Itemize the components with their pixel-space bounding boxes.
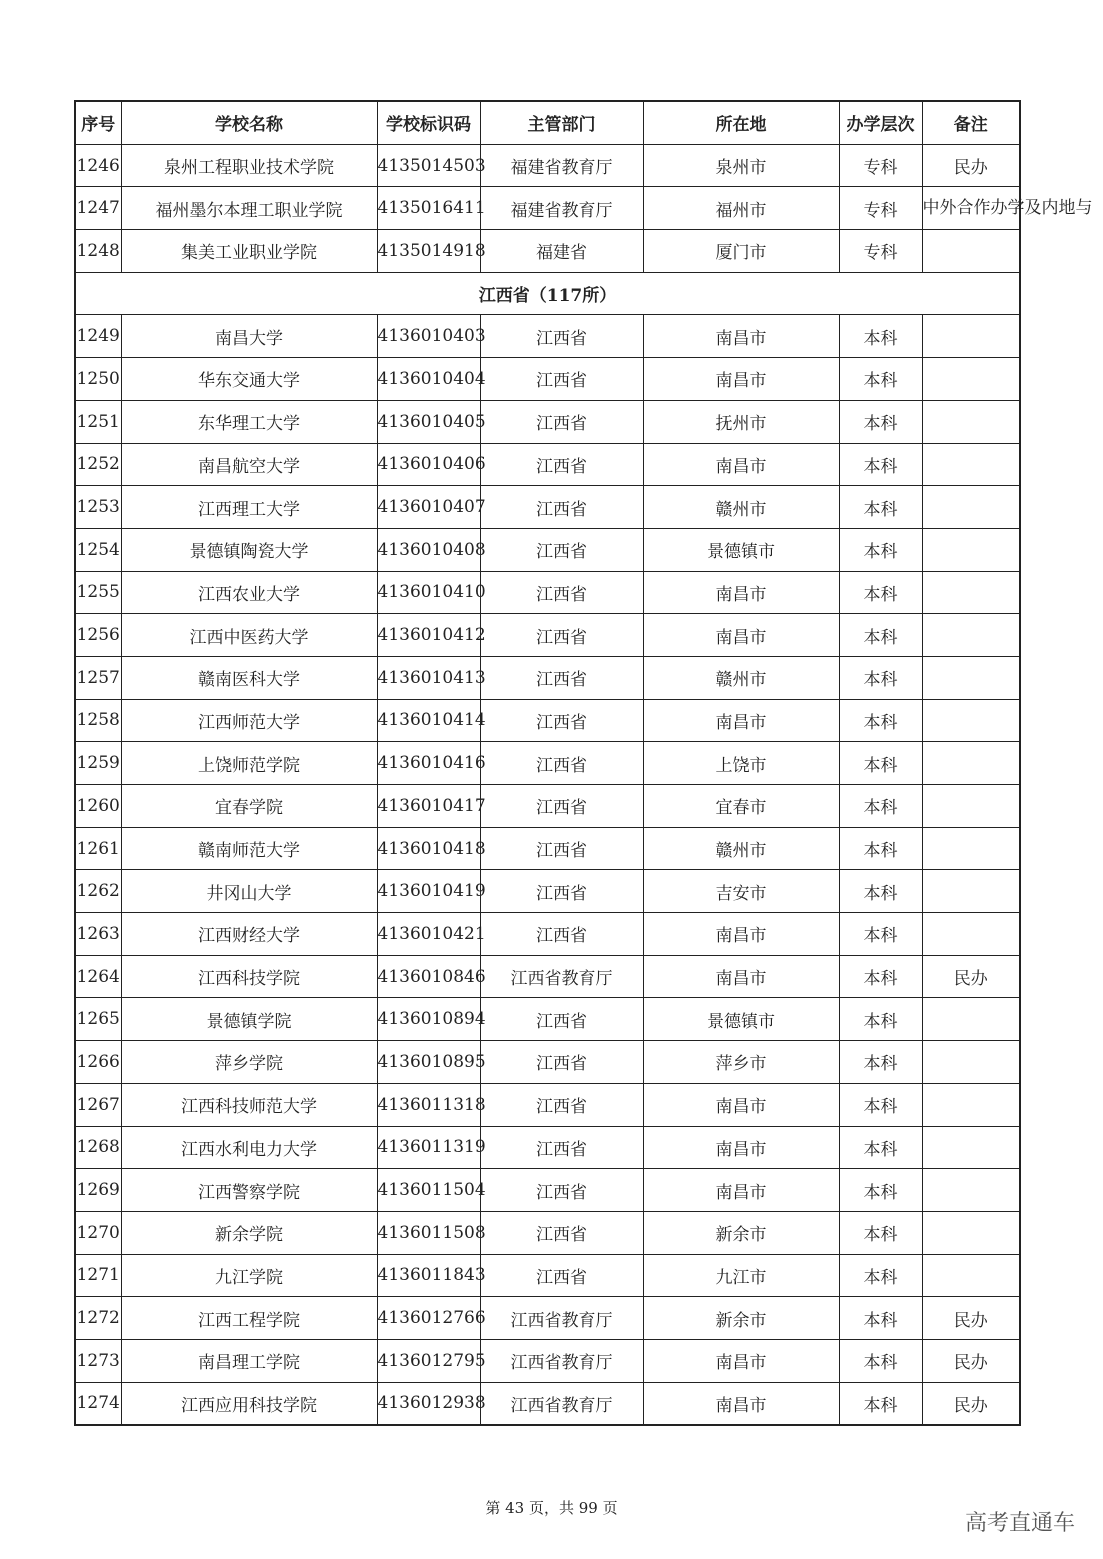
cell-note [922, 571, 1020, 614]
cell-note [922, 913, 1020, 956]
cell-level: 本科 [839, 1126, 922, 1169]
cell-level: 本科 [839, 1041, 922, 1084]
cell-seq: 1261 [75, 827, 121, 870]
cell-location: 南昌市 [643, 358, 839, 401]
cell-location: 南昌市 [643, 913, 839, 956]
table-row [75, 785, 1020, 828]
cell-code: 4135014918 [377, 230, 480, 273]
cell-seq: 1252 [75, 443, 121, 486]
table-row [75, 870, 1020, 913]
cell-code: 4136010414 [377, 699, 480, 742]
cell-code: 4136010405 [377, 400, 480, 443]
cell-level: 专科 [839, 187, 922, 230]
table-row [75, 998, 1020, 1041]
cell-note [922, 827, 1020, 870]
cell-seq: 1253 [75, 486, 121, 529]
cell-dept: 福建省教育厅 [480, 144, 643, 187]
table-row [75, 315, 1020, 358]
cell-level: 本科 [839, 1382, 922, 1425]
cell-name: 南昌理工学院 [121, 1339, 377, 1382]
cell-seq: 1273 [75, 1339, 121, 1382]
cell-seq: 1267 [75, 1083, 121, 1126]
cell-dept: 江西省 [480, 1254, 643, 1297]
cell-code: 4136010413 [377, 656, 480, 699]
table-row [75, 187, 1020, 230]
cell-code: 4136010894 [377, 998, 480, 1041]
table-row [75, 955, 1020, 998]
cell-location: 九江市 [643, 1254, 839, 1297]
cell-note [922, 1126, 1020, 1169]
cell-level: 本科 [839, 571, 922, 614]
table-row [75, 827, 1020, 870]
cell-seq: 1271 [75, 1254, 121, 1297]
cell-level: 本科 [839, 656, 922, 699]
table-row [75, 230, 1020, 273]
cell-note: 民办 [922, 955, 1020, 998]
cell-dept: 江西省 [480, 486, 643, 529]
cell-seq: 1259 [75, 742, 121, 785]
cell-level: 专科 [839, 230, 922, 273]
cell-dept: 福建省教育厅 [480, 187, 643, 230]
cell-note: 民办 [922, 1339, 1020, 1382]
cell-location: 福州市 [643, 187, 839, 230]
cell-dept: 江西省 [480, 656, 643, 699]
cell-location: 新余市 [643, 1211, 839, 1254]
cell-note [922, 742, 1020, 785]
cell-note [922, 1254, 1020, 1297]
table-row [75, 742, 1020, 785]
cell-code: 4136010846 [377, 955, 480, 998]
cell-level: 本科 [839, 827, 922, 870]
cell-note [922, 1083, 1020, 1126]
cell-code: 4136010403 [377, 315, 480, 358]
cell-code: 4136010412 [377, 614, 480, 657]
cell-dept: 江西省 [480, 913, 643, 956]
cell-code: 4136011504 [377, 1169, 480, 1212]
cell-location: 赣州市 [643, 656, 839, 699]
cell-name: 南昌航空大学 [121, 443, 377, 486]
cell-dept: 江西省教育厅 [480, 955, 643, 998]
cell-level: 本科 [839, 1211, 922, 1254]
cell-note [922, 699, 1020, 742]
cell-dept: 江西省 [480, 528, 643, 571]
cell-location: 赣州市 [643, 827, 839, 870]
cell-name: 江西农业大学 [121, 571, 377, 614]
cell-dept: 江西省 [480, 827, 643, 870]
cell-seq: 1255 [75, 571, 121, 614]
cell-seq: 1256 [75, 614, 121, 657]
cell-code: 4136012795 [377, 1339, 480, 1382]
cell-code: 4136010407 [377, 486, 480, 529]
cell-name: 东华理工大学 [121, 400, 377, 443]
cell-code: 4135014503 [377, 144, 480, 187]
table-row [75, 400, 1020, 443]
table-row [75, 656, 1020, 699]
cell-code: 4136010406 [377, 443, 480, 486]
cell-note [922, 443, 1020, 486]
cell-seq: 1262 [75, 870, 121, 913]
cell-name: 江西财经大学 [121, 913, 377, 956]
cell-name: 上饶师范学院 [121, 742, 377, 785]
cell-location: 厦门市 [643, 230, 839, 273]
cell-dept: 江西省 [480, 614, 643, 657]
cell-location: 抚州市 [643, 400, 839, 443]
cell-code: 4136010408 [377, 528, 480, 571]
cell-location: 南昌市 [643, 699, 839, 742]
cell-code: 4136011508 [377, 1211, 480, 1254]
cell-name: 江西水利电力大学 [121, 1126, 377, 1169]
cell-seq: 1257 [75, 656, 121, 699]
cell-note [922, 1169, 1020, 1212]
header-row [75, 101, 1020, 144]
cell-seq: 1258 [75, 699, 121, 742]
cell-note: 民办 [922, 144, 1020, 187]
cell-dept: 江西省 [480, 1041, 643, 1084]
cell-seq: 1268 [75, 1126, 121, 1169]
watermark: 高考直通车 [965, 1511, 1076, 1536]
header-dept: 主管部门 [480, 101, 643, 144]
cell-note [922, 1041, 1020, 1084]
cell-seq: 1272 [75, 1297, 121, 1340]
table-row [75, 1339, 1020, 1382]
table-row [75, 1254, 1020, 1297]
cell-dept: 江西省 [480, 1126, 643, 1169]
table-row [75, 528, 1020, 571]
cell-level: 本科 [839, 742, 922, 785]
cell-location: 南昌市 [643, 571, 839, 614]
cell-code: 4136012938 [377, 1382, 480, 1425]
cell-code: 4136011843 [377, 1254, 480, 1297]
cell-level: 本科 [839, 913, 922, 956]
cell-level: 本科 [839, 1254, 922, 1297]
cell-level: 本科 [839, 358, 922, 401]
cell-seq: 1254 [75, 528, 121, 571]
cell-name: 江西警察学院 [121, 1169, 377, 1212]
table-row [75, 571, 1020, 614]
table-row [75, 1169, 1020, 1212]
cell-location: 泉州市 [643, 144, 839, 187]
cell-name: 江西科技学院 [121, 955, 377, 998]
cell-note: 民办 [922, 1297, 1020, 1340]
header-name: 学校名称 [121, 101, 377, 144]
cell-seq: 1274 [75, 1382, 121, 1425]
table-row [75, 1126, 1020, 1169]
table-row [75, 443, 1020, 486]
header-location: 所在地 [643, 101, 839, 144]
cell-code: 4136010410 [377, 571, 480, 614]
cell-code: 4136012766 [377, 1297, 480, 1340]
cell-dept: 江西省 [480, 1211, 643, 1254]
cell-level: 本科 [839, 1083, 922, 1126]
cell-code: 4135016411 [377, 187, 480, 230]
cell-dept: 江西省教育厅 [480, 1339, 643, 1382]
cell-note [922, 358, 1020, 401]
cell-level: 本科 [839, 998, 922, 1041]
cell-dept: 江西省 [480, 870, 643, 913]
table-row [75, 1211, 1020, 1254]
cell-note [922, 230, 1020, 273]
cell-level: 本科 [839, 1339, 922, 1382]
cell-seq: 1251 [75, 400, 121, 443]
cell-level: 专科 [839, 144, 922, 187]
cell-seq: 1246 [75, 144, 121, 187]
cell-name: 景德镇陶瓷大学 [121, 528, 377, 571]
cell-dept: 江西省 [480, 742, 643, 785]
table-row [75, 699, 1020, 742]
cell-seq: 1269 [75, 1169, 121, 1212]
cell-code: 4136010418 [377, 827, 480, 870]
header-note: 备注 [922, 101, 1020, 144]
cell-code: 4136010895 [377, 1041, 480, 1084]
cell-location: 南昌市 [643, 955, 839, 998]
cell-dept: 江西省 [480, 1169, 643, 1212]
cell-name: 南昌大学 [121, 315, 377, 358]
cell-dept: 江西省教育厅 [480, 1297, 643, 1340]
cell-note: 中外合作办学及内地与 [922, 187, 1020, 230]
page-footer: 第 43 页，共 99 页 [485, 1499, 618, 1517]
table-row [75, 358, 1020, 401]
table-row [75, 486, 1020, 529]
cell-name: 江西工程学院 [121, 1297, 377, 1340]
header-seq: 序号 [75, 101, 121, 144]
cell-seq: 1265 [75, 998, 121, 1041]
cell-location: 景德镇市 [643, 528, 839, 571]
cell-location: 南昌市 [643, 1083, 839, 1126]
cell-seq: 1248 [75, 230, 121, 273]
cell-location: 萍乡市 [643, 1041, 839, 1084]
cell-dept: 江西省 [480, 400, 643, 443]
cell-seq: 1266 [75, 1041, 121, 1084]
cell-name: 井冈山大学 [121, 870, 377, 913]
cell-dept: 江西省 [480, 315, 643, 358]
cell-note [922, 1211, 1020, 1254]
cell-location: 景德镇市 [643, 998, 839, 1041]
cell-name: 江西理工大学 [121, 486, 377, 529]
cell-level: 本科 [839, 315, 922, 358]
cell-location: 新余市 [643, 1297, 839, 1340]
cell-seq: 1264 [75, 955, 121, 998]
cell-location: 上饶市 [643, 742, 839, 785]
cell-note [922, 656, 1020, 699]
cell-note [922, 486, 1020, 529]
cell-location: 南昌市 [643, 1126, 839, 1169]
cell-location: 赣州市 [643, 486, 839, 529]
cell-level: 本科 [839, 443, 922, 486]
table-row [75, 1083, 1020, 1126]
cell-level: 本科 [839, 486, 922, 529]
cell-location: 南昌市 [643, 1382, 839, 1425]
cell-location: 宜春市 [643, 785, 839, 828]
cell-level: 本科 [839, 955, 922, 998]
section-row [75, 272, 1020, 315]
table-row [75, 1297, 1020, 1340]
cell-note [922, 614, 1020, 657]
cell-name: 江西应用科技学院 [121, 1382, 377, 1425]
cell-level: 本科 [839, 528, 922, 571]
cell-code: 4136011318 [377, 1083, 480, 1126]
cell-dept: 江西省 [480, 785, 643, 828]
cell-seq: 1260 [75, 785, 121, 828]
table-row [75, 1382, 1020, 1425]
cell-note [922, 870, 1020, 913]
cell-note [922, 400, 1020, 443]
cell-location: 南昌市 [643, 1339, 839, 1382]
table-row [75, 1041, 1020, 1084]
cell-name: 景德镇学院 [121, 998, 377, 1041]
cell-seq: 1270 [75, 1211, 121, 1254]
table-row [75, 614, 1020, 657]
cell-seq: 1250 [75, 358, 121, 401]
cell-name: 集美工业职业学院 [121, 230, 377, 273]
cell-dept: 江西省 [480, 1083, 643, 1126]
cell-dept: 江西省 [480, 998, 643, 1041]
cell-dept: 江西省 [480, 699, 643, 742]
cell-dept: 福建省 [480, 230, 643, 273]
cell-name: 萍乡学院 [121, 1041, 377, 1084]
cell-note: 民办 [922, 1382, 1020, 1425]
cell-seq: 1263 [75, 913, 121, 956]
cell-name: 福州墨尔本理工职业学院 [121, 187, 377, 230]
cell-name: 新余学院 [121, 1211, 377, 1254]
cell-code: 4136010419 [377, 870, 480, 913]
cell-name: 宜春学院 [121, 785, 377, 828]
section-title: 江西省（117所） [75, 272, 1020, 315]
cell-code: 4136010417 [377, 785, 480, 828]
cell-name: 泉州工程职业技术学院 [121, 144, 377, 187]
cell-code: 4136010404 [377, 358, 480, 401]
cell-dept: 江西省教育厅 [480, 1382, 643, 1425]
cell-name: 江西科技师范大学 [121, 1083, 377, 1126]
cell-code: 4136010416 [377, 742, 480, 785]
cell-seq: 1249 [75, 315, 121, 358]
cell-name: 江西中医药大学 [121, 614, 377, 657]
cell-level: 本科 [839, 870, 922, 913]
cell-note [922, 528, 1020, 571]
cell-location: 南昌市 [643, 614, 839, 657]
table-row [75, 144, 1020, 187]
cell-name: 赣南师范大学 [121, 827, 377, 870]
cell-note [922, 315, 1020, 358]
cell-note [922, 998, 1020, 1041]
cell-seq: 1247 [75, 187, 121, 230]
cell-location: 南昌市 [643, 1169, 839, 1212]
cell-location: 吉安市 [643, 870, 839, 913]
cell-level: 本科 [839, 1169, 922, 1212]
cell-name: 江西师范大学 [121, 699, 377, 742]
header-level: 办学层次 [839, 101, 922, 144]
cell-dept: 江西省 [480, 443, 643, 486]
cell-code: 4136010421 [377, 913, 480, 956]
cell-location: 南昌市 [643, 315, 839, 358]
table-row [75, 913, 1020, 956]
school-list-table [74, 100, 1093, 1426]
header-code: 学校标识码 [377, 101, 480, 144]
cell-level: 本科 [839, 400, 922, 443]
cell-dept: 江西省 [480, 571, 643, 614]
cell-dept: 江西省 [480, 358, 643, 401]
cell-location: 南昌市 [643, 443, 839, 486]
cell-name: 赣南医科大学 [121, 656, 377, 699]
cell-level: 本科 [839, 699, 922, 742]
cell-level: 本科 [839, 1297, 922, 1340]
cell-level: 本科 [839, 614, 922, 657]
cell-name: 九江学院 [121, 1254, 377, 1297]
cell-code: 4136011319 [377, 1126, 480, 1169]
cell-note [922, 785, 1020, 828]
cell-level: 本科 [839, 785, 922, 828]
cell-name: 华东交通大学 [121, 358, 377, 401]
